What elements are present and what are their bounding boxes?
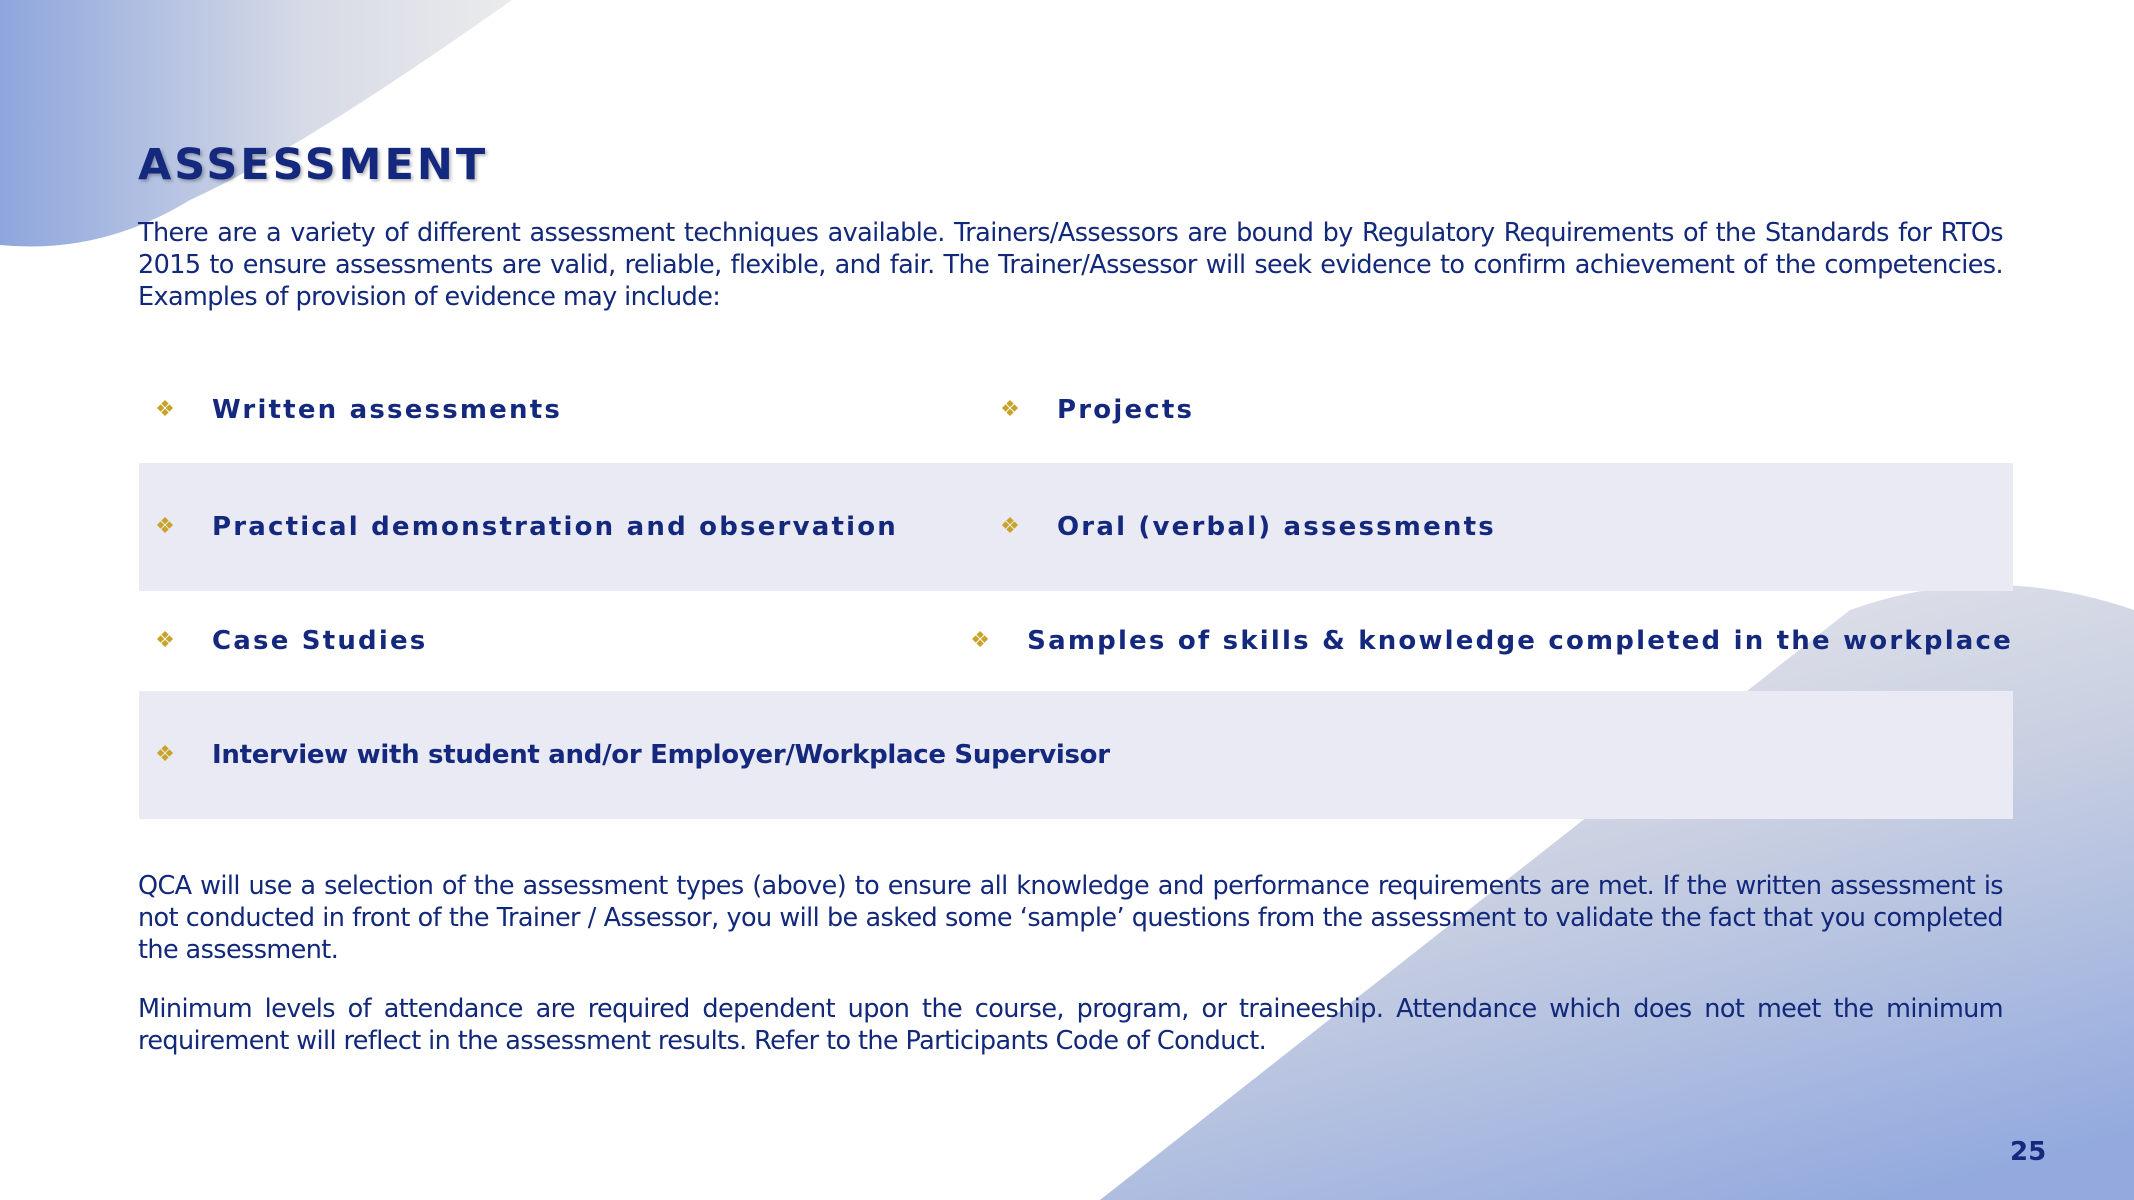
item-workplace-samples: Samples of skills & knowledge completed in the workplace bbox=[1027, 626, 2013, 656]
item-written-assessments: Written assessments bbox=[212, 395, 563, 425]
attendance-paragraph: Minimum levels of attendance are required dependent upon the course, program, or traineeship. Attendance which does not meet the minimum requirement will reflect in the assessment results. Refer to the Participants Code of Conduct. bbox=[138, 994, 2003, 1056]
diamond-bullet-icon: ❖ bbox=[155, 628, 175, 653]
diamond-bullet-icon: ❖ bbox=[970, 628, 991, 653]
item-practical-demonstration: Practical demonstration and observation bbox=[212, 512, 898, 542]
evidence-table bbox=[139, 357, 2013, 819]
selection-paragraph: QCA will use a selection of the assessment types (above) to ensure all knowledge and performance requirements are met. If the written assessment is not conducted in front of the Trainer / Assessor, you will be asked some ‘sample’ questions from the assessment to validate the fact that you completed the assessment. bbox=[138, 871, 2003, 965]
list-item bbox=[139, 740, 2013, 770]
item-case-studies: Case Studies bbox=[212, 626, 428, 656]
diamond-bullet-icon: ❖ bbox=[1000, 397, 1020, 422]
list-item bbox=[984, 395, 2013, 425]
list-item bbox=[984, 512, 2013, 542]
diamond-bullet-icon: ❖ bbox=[155, 514, 175, 539]
table-row bbox=[139, 591, 2013, 691]
list-item bbox=[954, 626, 2013, 656]
item-interview: Interview with student and/or Employer/Workplace Supervisor bbox=[212, 740, 1110, 770]
diamond-bullet-icon: ❖ bbox=[155, 742, 175, 767]
item-oral-assessments: Oral (verbal) assessments bbox=[1057, 512, 1496, 542]
list-item bbox=[139, 626, 954, 656]
page-number: 25 bbox=[2010, 1137, 2047, 1167]
list-item bbox=[139, 395, 984, 425]
intro-paragraph: There are a variety of different assessment techniques available. Trainers/Assessors are bound by Regulatory Requirements of the Standards for RTOs 2015 to ensure assessments are valid, reliable, flexible, and fair. The Trainer/Assessor will seek evidence to confirm achievement of the competencies. Examples of provision of evidence may include: bbox=[138, 218, 2003, 312]
list-item bbox=[139, 512, 984, 542]
page-title: ASSESSMENT bbox=[138, 140, 489, 190]
item-projects: Projects bbox=[1057, 395, 1195, 425]
table-row bbox=[139, 463, 2013, 591]
diamond-bullet-icon: ❖ bbox=[1000, 514, 1020, 539]
table-row bbox=[139, 357, 2013, 463]
diamond-bullet-icon: ❖ bbox=[155, 397, 175, 422]
table-row bbox=[139, 691, 2013, 819]
